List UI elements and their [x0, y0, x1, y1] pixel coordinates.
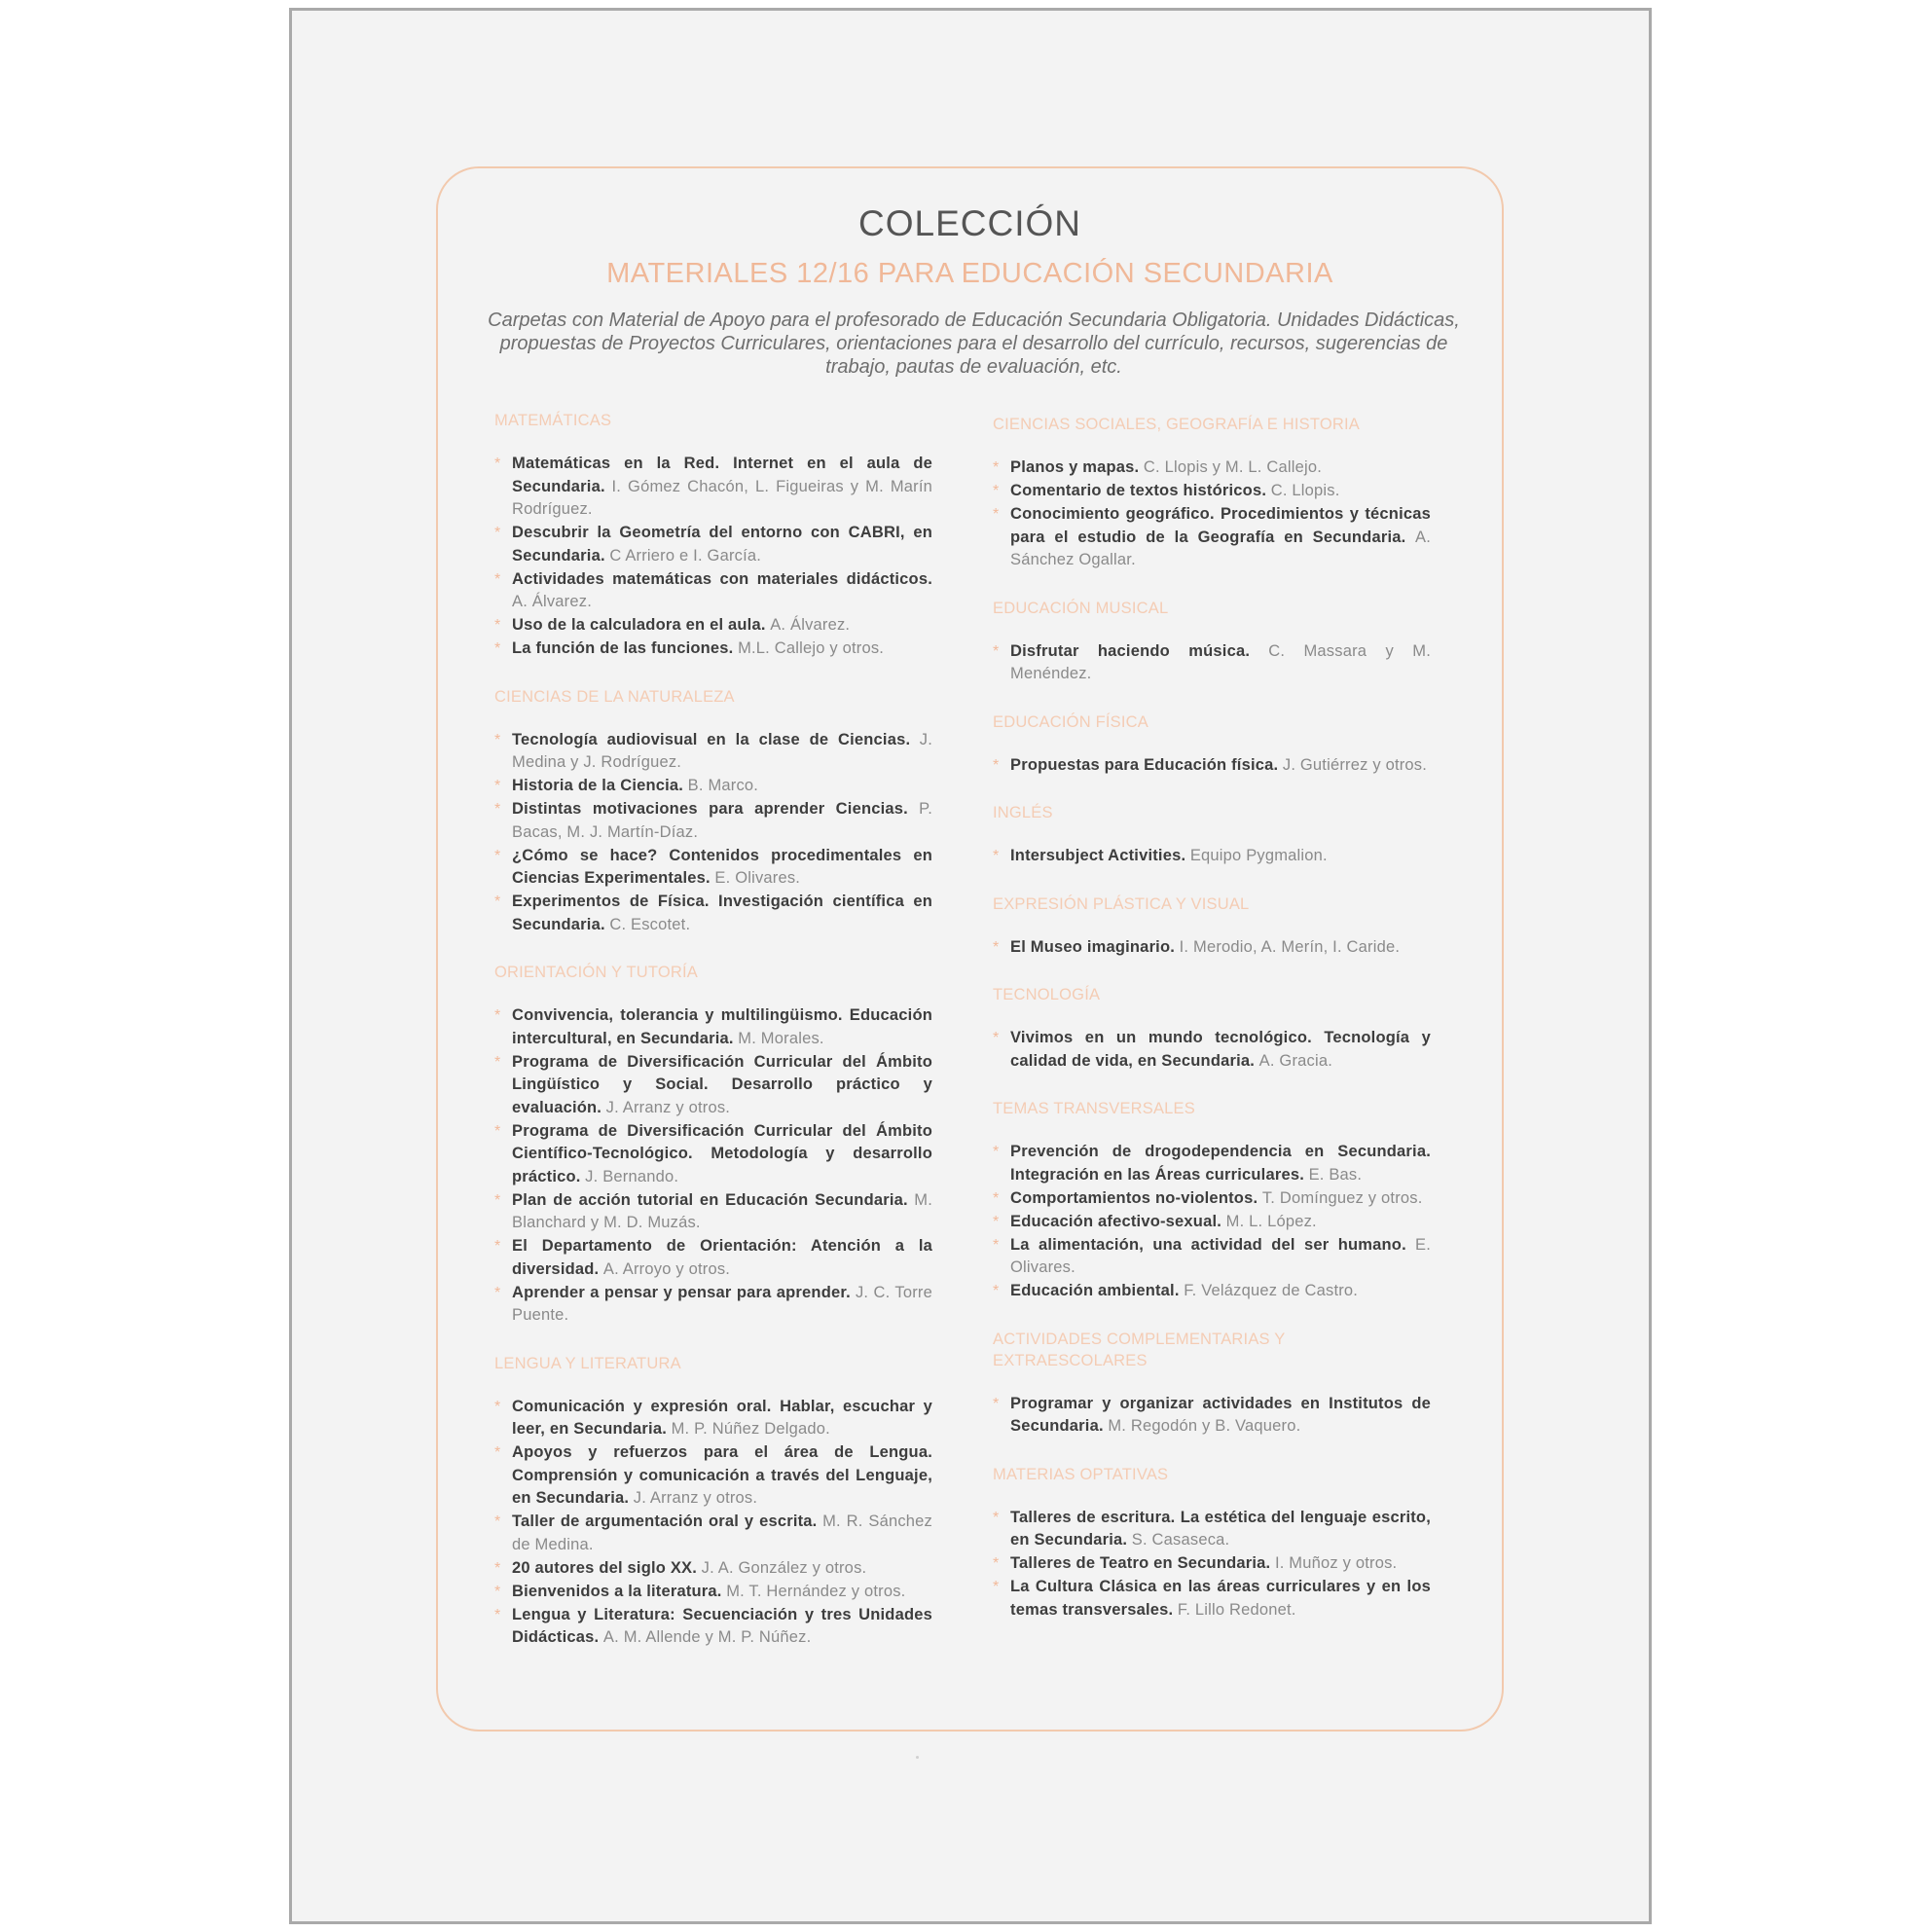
- book-item: [993, 503, 1431, 572]
- book-author: S. Casaseca.: [1131, 1531, 1230, 1549]
- bullet-asterisk: *: [494, 1191, 501, 1209]
- bullet-asterisk: *: [494, 1007, 501, 1024]
- book-author: M. Blanchard y M. D. Muzás.: [512, 1190, 932, 1231]
- book-author: A. Álvarez.: [512, 593, 592, 610]
- bullet-asterisk: *: [494, 893, 501, 910]
- book-title: Bienvenidos a la literatura.: [512, 1582, 722, 1600]
- book-author: M. T. Hernández y otros.: [726, 1582, 906, 1600]
- book-list: [993, 936, 1431, 960]
- book-author: I. Muñoz y otros.: [1274, 1554, 1398, 1572]
- bullet-asterisk: *: [494, 1444, 501, 1461]
- book-title: Plan de acción tutorial en Educación Secundaria.: [512, 1190, 908, 1209]
- book-title: Comunicación y expresión oral. Hablar, escuchar y leer, en Secundaria.: [512, 1397, 932, 1438]
- section-title: EDUCACIÓN FÍSICA: [993, 712, 1148, 731]
- section-title: ACTIVIDADES COMPLEMENTARIAS Y EXTRAESCOLARES: [993, 1330, 1286, 1369]
- bullet-asterisk: *: [494, 1513, 501, 1530]
- bullet-asterisk: *: [494, 731, 501, 748]
- collection-title: COLECCIÓN: [858, 203, 1081, 243]
- section-title: ORIENTACIÓN Y TUTORÍA: [494, 964, 698, 981]
- section: [993, 893, 1431, 960]
- bullet-asterisk: *: [494, 1559, 501, 1577]
- book-title: Experimentos de Física. Investigación científica en Secundaria.: [512, 893, 932, 933]
- section: [494, 1353, 932, 1650]
- section-title: MATERIAS OPTATIVAS: [993, 1465, 1169, 1483]
- section: [993, 414, 1431, 572]
- book-item: [993, 480, 1431, 503]
- book-item: [993, 1576, 1431, 1622]
- book-author: J. Arranz y otros.: [633, 1489, 758, 1507]
- book-title: Matemáticas en la Red. Internet en el aula de Secundaria.: [512, 455, 932, 495]
- book-item: [993, 1507, 1431, 1552]
- section-title: CIENCIAS SOCIALES, GEOGRAFÍA E HISTORIA: [993, 416, 1361, 433]
- book-title: Programa de Diversificación Curricular del Ámbito Científico-Tecnológico. Metodología y desarrollo práctico.: [512, 1121, 932, 1185]
- book-title: Actividades matemáticas con materiales didácticos.: [512, 569, 932, 588]
- section-title: MATEMÁTICAS: [494, 412, 612, 429]
- book-item: [494, 1004, 932, 1050]
- book-list: [993, 1393, 1431, 1439]
- book-item: [494, 1120, 932, 1189]
- book-title: Programar y organizar actividades en Institutos de Secundaria.: [1010, 1394, 1431, 1435]
- bullet-asterisk: *: [993, 1213, 1000, 1230]
- book-title: Historia de la Ciencia.: [512, 777, 684, 794]
- book-title: 20 autores del siglo XX.: [512, 1558, 698, 1577]
- section-title: TEMAS TRANSVERSALES: [993, 1100, 1195, 1117]
- bullet-asterisk: *: [993, 483, 1000, 499]
- book-item: [494, 891, 932, 936]
- bullet-asterisk: *: [993, 506, 1000, 523]
- book-title: El Departamento de Orientación: Atención a la diversidad.: [512, 1237, 932, 1278]
- section: [993, 802, 1431, 868]
- section: [993, 1098, 1431, 1303]
- book-list: [993, 1141, 1431, 1303]
- book-item: [494, 1441, 932, 1511]
- book-title: Programa de Diversificación Curricular del Ámbito Lingüístico y Social. Desarrollo práctico y evaluación.: [512, 1052, 932, 1116]
- book-item: [993, 1234, 1431, 1280]
- bullet-asterisk: *: [993, 1236, 1000, 1254]
- book-title: Vivimos en un mundo tecnológico. Tecnología y calidad de vida, en Secundaria.: [1010, 1029, 1431, 1070]
- book-list: [993, 1027, 1431, 1073]
- speck: [916, 1756, 919, 1759]
- book-item: [494, 568, 932, 614]
- book-title: La Cultura Clásica en las áreas curriculares y en los temas transversales.: [1010, 1578, 1431, 1619]
- bullet-asterisk: *: [494, 778, 501, 794]
- book-list: [993, 1507, 1431, 1622]
- book-author: E. Olivares.: [1010, 1235, 1431, 1276]
- book-author: A. Sánchez Ogallar.: [1010, 528, 1431, 568]
- book-title: Disfrutar haciendo música.: [1010, 641, 1251, 660]
- bullet-asterisk: *: [993, 1509, 1000, 1526]
- bullet-asterisk: *: [993, 1395, 1000, 1412]
- book-item: [494, 522, 932, 567]
- bullet-asterisk: *: [494, 456, 501, 472]
- bullet-asterisk: *: [993, 756, 1000, 774]
- book-author: J. A. González y otros.: [701, 1558, 867, 1577]
- bullet-asterisk: *: [494, 617, 501, 634]
- book-title: Talleres de Teatro en Secundaria.: [1010, 1554, 1271, 1572]
- book-author: J. Gutiérrez y otros.: [1282, 755, 1428, 774]
- book-item: [494, 1051, 932, 1120]
- book-author: C Arriero e I. García.: [609, 546, 762, 565]
- book-title: Talleres de escritura. La estética del lenguaje escrito, en Secundaria.: [1010, 1508, 1431, 1549]
- book-item: [993, 1393, 1431, 1439]
- book-list: [993, 845, 1431, 868]
- bullet-asterisk: *: [993, 459, 1000, 476]
- book-title: Educación ambiental.: [1010, 1282, 1180, 1299]
- collection-intro: Carpetas con Material de Apoyo para el profesorado de Educación Secundaria Obligatoria. Unidades Didácticas, propuestas de Proyectos Curriculares, orientaciones para el desarrollo del currículo, recursos, sugerencias de trabajo, pautas de evaluación, etc.: [488, 310, 1460, 378]
- book-author: M. P. Núñez Delgado.: [671, 1420, 830, 1438]
- left-column: [494, 410, 932, 1675]
- section: [993, 1329, 1431, 1439]
- bullet-asterisk: *: [494, 525, 501, 541]
- bullet-asterisk: *: [494, 801, 501, 818]
- book-back-cover: [289, 8, 1652, 1924]
- book-author: A. M. Allende y M. P. Núñez.: [602, 1628, 812, 1646]
- book-author: M.L. Callejo y otros.: [738, 639, 885, 657]
- book-title: Educación afectivo-sexual.: [1010, 1212, 1222, 1230]
- book-item: [993, 1552, 1431, 1576]
- book-list: [494, 729, 932, 937]
- book-author: C. Llopis y M. L. Callejo.: [1143, 458, 1323, 476]
- book-title: Propuestas para Educación física.: [1010, 755, 1279, 774]
- book-item: [494, 1581, 932, 1604]
- book-author: M. R. Sánchez de Medina.: [512, 1513, 932, 1553]
- book-title: Conocimiento geográfico. Procedimientos y técnicas para el estudio de la Geografía en Secundaria.: [1010, 505, 1431, 546]
- book-title: Prevención de drogodependencia en Secundaria. Integración en las Áreas curriculares.: [1010, 1143, 1431, 1184]
- book-author: E. Olivares.: [714, 869, 801, 887]
- bullet-asterisk: *: [993, 642, 1000, 660]
- book-item: [993, 1027, 1431, 1073]
- section: [494, 686, 932, 937]
- book-author: I. Gómez Chacón, L. Figueiras y M. Marín Rodríguez.: [512, 477, 932, 518]
- book-item: [494, 1557, 932, 1581]
- book-item: [494, 729, 932, 775]
- book-item: [494, 798, 932, 844]
- book-list: [993, 456, 1431, 572]
- section: [993, 598, 1431, 686]
- book-author: A. Arroyo y otros.: [602, 1259, 731, 1278]
- section-title: CIENCIAS DE LA NATURALEZA: [494, 687, 735, 706]
- bullet-asterisk: *: [494, 1398, 501, 1415]
- book-author: M. Morales.: [738, 1029, 824, 1047]
- book-title: Tecnología audiovisual en la clase de Ciencias.: [512, 730, 911, 748]
- book-author: J. C. Torre Puente.: [512, 1283, 932, 1324]
- book-item: [993, 936, 1431, 960]
- section-title: TECNOLOGÍA: [993, 986, 1101, 1003]
- book-item: [993, 754, 1431, 778]
- book-title: Uso de la calculadora en el aula.: [512, 616, 766, 634]
- bullet-asterisk: *: [993, 1189, 1000, 1207]
- book-author: P. Bacas, M. J. Martín-Díaz.: [512, 800, 932, 841]
- book-author: M. L. López.: [1225, 1212, 1317, 1230]
- book-author: Equipo Pygmalion.: [1189, 847, 1328, 864]
- book-author: J. Bernando.: [585, 1167, 679, 1185]
- book-author: T. Domínguez y otros.: [1261, 1188, 1423, 1207]
- book-author: J. Medina y J. Rodríguez.: [512, 730, 932, 771]
- section: [993, 984, 1431, 1073]
- book-item: [993, 1211, 1431, 1234]
- bullet-asterisk: *: [494, 1583, 501, 1600]
- bullet-asterisk: *: [494, 1606, 501, 1623]
- book-list: [494, 1004, 932, 1328]
- book-author: F. Velázquez de Castro.: [1184, 1282, 1359, 1299]
- book-item: [494, 1396, 932, 1441]
- bullet-asterisk: *: [993, 1283, 1000, 1299]
- section-title: INGLÉS: [993, 804, 1053, 821]
- book-title: Convivencia, tolerancia y multilingüismo. Educación intercultural, en Secundaria.: [512, 1006, 932, 1047]
- collection-panel: [436, 166, 1504, 1732]
- book-title: La función de las funciones.: [512, 639, 734, 657]
- book-item: [494, 453, 932, 522]
- section: [993, 711, 1431, 778]
- bullet-asterisk: *: [993, 848, 1000, 864]
- section: [993, 1464, 1431, 1622]
- book-author: I. Merodio, A. Merín, I. Caride.: [1179, 937, 1401, 956]
- book-author: F. Lillo Redonet.: [1177, 1600, 1296, 1619]
- book-title: Planos y mapas.: [1010, 458, 1140, 476]
- book-list: [993, 754, 1431, 778]
- bullet-asterisk: *: [993, 1555, 1000, 1572]
- book-item: [494, 845, 932, 891]
- bullet-asterisk: *: [993, 938, 1000, 956]
- book-item: [494, 775, 932, 798]
- book-author: C. Llopis.: [1270, 482, 1340, 499]
- book-item: [494, 1282, 932, 1328]
- book-item: [494, 1604, 932, 1650]
- book-author: B. Marco.: [687, 777, 759, 794]
- book-title: Comentario de textos históricos.: [1010, 482, 1267, 499]
- book-title: Aprender a pensar y pensar para aprender.: [512, 1283, 851, 1301]
- book-item: [993, 1280, 1431, 1303]
- book-author: M. Regodón y B. Vaquero.: [1108, 1417, 1301, 1435]
- bullet-asterisk: *: [494, 570, 501, 588]
- book-item: [494, 1235, 932, 1281]
- book-item: [993, 456, 1431, 480]
- book-item: [993, 845, 1431, 868]
- bullet-asterisk: *: [993, 1144, 1000, 1160]
- book-title: Distintas motivaciones para aprender Ciencias.: [512, 800, 908, 818]
- book-title: Intersubject Activities.: [1010, 847, 1186, 864]
- section-title: EDUCACIÓN MUSICAL: [993, 599, 1169, 617]
- book-title: Taller de argumentación oral y escrita.: [512, 1513, 818, 1530]
- bullet-asterisk: *: [494, 640, 501, 657]
- bullet-asterisk: *: [494, 1238, 501, 1255]
- book-item: [993, 640, 1431, 686]
- book-author: C. Massara y M. Menéndez.: [1010, 641, 1431, 682]
- bullet-asterisk: *: [494, 1053, 501, 1071]
- book-list: [494, 453, 932, 661]
- book-title: Comportamientos no-violentos.: [1010, 1188, 1258, 1207]
- collection-subtitle: MATERIALES 12/16 PARA EDUCACIÓN SECUNDARIA: [606, 258, 1333, 289]
- bullet-asterisk: *: [494, 1122, 501, 1140]
- book-item: [494, 1189, 932, 1235]
- book-title: La alimentación, una actividad del ser humano.: [1010, 1235, 1406, 1254]
- bullet-asterisk: *: [993, 1579, 1000, 1595]
- right-column: [993, 414, 1431, 1647]
- book-item: [494, 638, 932, 661]
- bullet-asterisk: *: [494, 1284, 501, 1301]
- book-author: J. Arranz y otros.: [605, 1098, 731, 1116]
- bullet-asterisk: *: [993, 1030, 1000, 1046]
- section: [494, 410, 932, 661]
- book-list: [494, 1396, 932, 1650]
- book-author: A. Álvarez.: [770, 616, 851, 634]
- section-title: EXPRESIÓN PLÁSTICA Y VISUAL: [993, 894, 1250, 913]
- book-title: Descubrir la Geometría del entorno con CABRI, en Secundaria.: [512, 524, 932, 565]
- book-item: [494, 614, 932, 638]
- book-title: El Museo imaginario.: [1010, 937, 1176, 956]
- book-list: [993, 640, 1431, 686]
- bullet-asterisk: *: [494, 847, 501, 864]
- section-title: LENGUA Y LITERATURA: [494, 1354, 681, 1372]
- book-title: ¿Cómo se hace? Contenidos procedimentales en Ciencias Experimentales.: [512, 846, 932, 887]
- book-author: E. Bas.: [1308, 1165, 1363, 1184]
- book-author: A. Gracia.: [1258, 1051, 1332, 1070]
- book-title: Lengua y Literatura: Secuenciación y tres Unidades Didácticas.: [512, 1605, 932, 1646]
- book-item: [993, 1187, 1431, 1211]
- book-item: [993, 1141, 1431, 1186]
- section: [494, 962, 932, 1328]
- book-title: Apoyos y refuerzos para el área de Lengua. Comprensión y comunicación a través del Lenguaje, en Secundaria.: [512, 1443, 932, 1507]
- book-item: [494, 1511, 932, 1556]
- book-author: C. Escotet.: [609, 915, 691, 933]
